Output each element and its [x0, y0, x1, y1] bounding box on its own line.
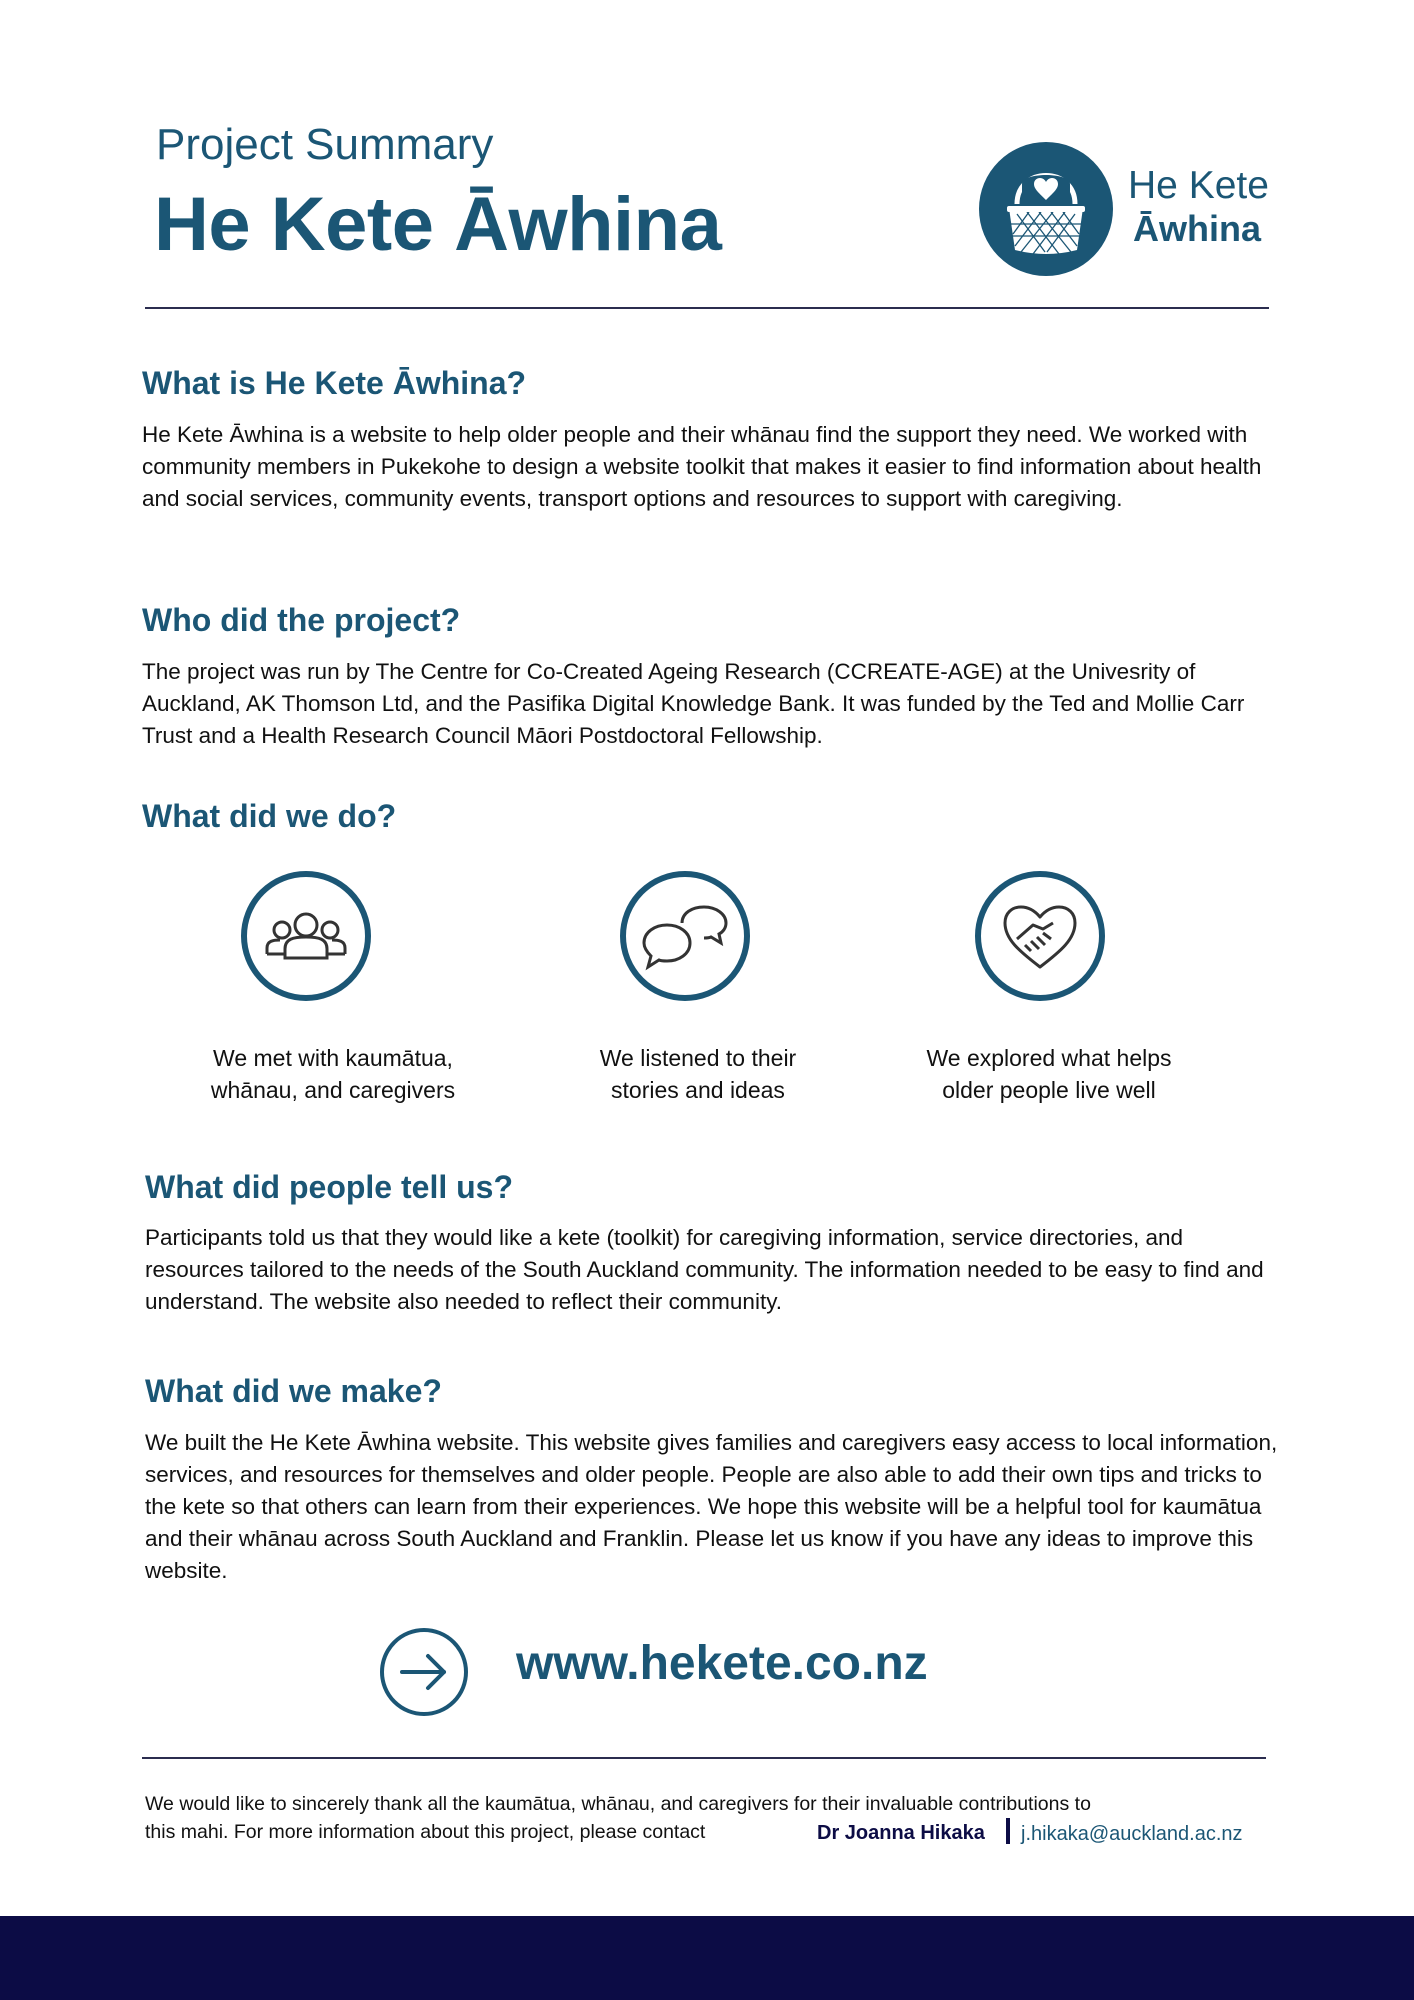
section-body-who: The project was run by The Centre for Co-Created Ageing Research (CCREATE-AGE) at the Univesrity of Auckland, AK Thomson Ltd, and the Pasifika Digital Knowledge Bank. It was funded by the Ted and Mollie Carr Trust and a Health Research Council Māori Postdoctoral Fellowship.: [142, 659, 1245, 748]
section-body-people-tell: Participants told us that they would like a kete (toolkit) for caregiving information, service directories, and resources tailored to the needs of the South Auckland community. The information needed to be easy to find and understand. The website also needed to reflect their community.: [145, 1225, 1264, 1314]
step-caption-1-line1: We met with kaumātua,: [213, 1045, 453, 1071]
contact-email-link[interactable]: j.hikaka@auckland.ac.nz: [1021, 1823, 1243, 1845]
thanks-line-1: We would like to sincerely thank all the kaumātua, whānau, and caregivers for their invaluable contributions to: [145, 1793, 1091, 1815]
step-caption-3: [899, 1042, 1199, 1106]
website-link[interactable]: www.hekete.co.nz: [516, 1637, 928, 1690]
section-heading-people-tell: What did people tell us?: [145, 1169, 513, 1205]
section-heading-what-is: What is He Kete Āwhina?: [142, 365, 527, 401]
logo-text-line2: Āwhina: [1133, 208, 1262, 249]
logo-basket-icon: [979, 142, 1113, 276]
step-caption-2: [548, 1042, 848, 1106]
page-title: He Kete Āwhina: [154, 182, 722, 267]
section-body-what-is: He Kete Āwhina is a website to help older people and their whānau find the support they need. We worked with community members in Pukekohe to design a website toolkit that makes it easier to find information about health and social services, community events, transport options and resources to support with caregiving.: [142, 422, 1262, 511]
section-heading-make: What did we make?: [145, 1373, 442, 1409]
step-caption-1-line2: whānau, and caregivers: [210, 1077, 456, 1103]
handshake-heart-icon: [975, 871, 1105, 1001]
arrow-right-icon: [380, 1628, 468, 1716]
step-caption-3-line2: older people live well: [942, 1077, 1156, 1103]
step-caption-2-line1: We listened to their: [599, 1045, 797, 1071]
section-heading-who: Who did the project?: [142, 602, 461, 638]
step-caption-3-line1: We explored what helps: [926, 1045, 1172, 1071]
speech-bubbles-icon: [620, 871, 750, 1001]
footer-divider: [142, 1757, 1266, 1759]
section-body-make: We built the He Kete Āwhina website. This website gives families and caregivers easy access to local information, services, and resources for themselves and older people. People are also able to add their own tips and tricks to the kete so that others can learn from their experiences. We hope this website will be a helpful tool for kaumātua and their whānau across South Auckland and Franklin. Please let us know if you have any ideas to improve this website.: [145, 1430, 1278, 1583]
footer-band: [0, 1916, 1414, 2000]
thanks-line-2: this mahi. For more information about this project, please contact: [145, 1821, 706, 1843]
step-caption-2-line2: stories and ideas: [611, 1077, 785, 1103]
logo-text-line1: He Kete: [1128, 164, 1269, 207]
step-caption-1: [183, 1042, 483, 1106]
page-subtitle: Project Summary: [156, 120, 494, 169]
section-heading-what-do: What did we do?: [142, 798, 397, 834]
header-divider: [145, 307, 1269, 309]
contact-separator: [1006, 1818, 1010, 1844]
people-icon: [241, 871, 371, 1001]
contact-name: Dr Joanna Hikaka: [817, 1822, 985, 1844]
